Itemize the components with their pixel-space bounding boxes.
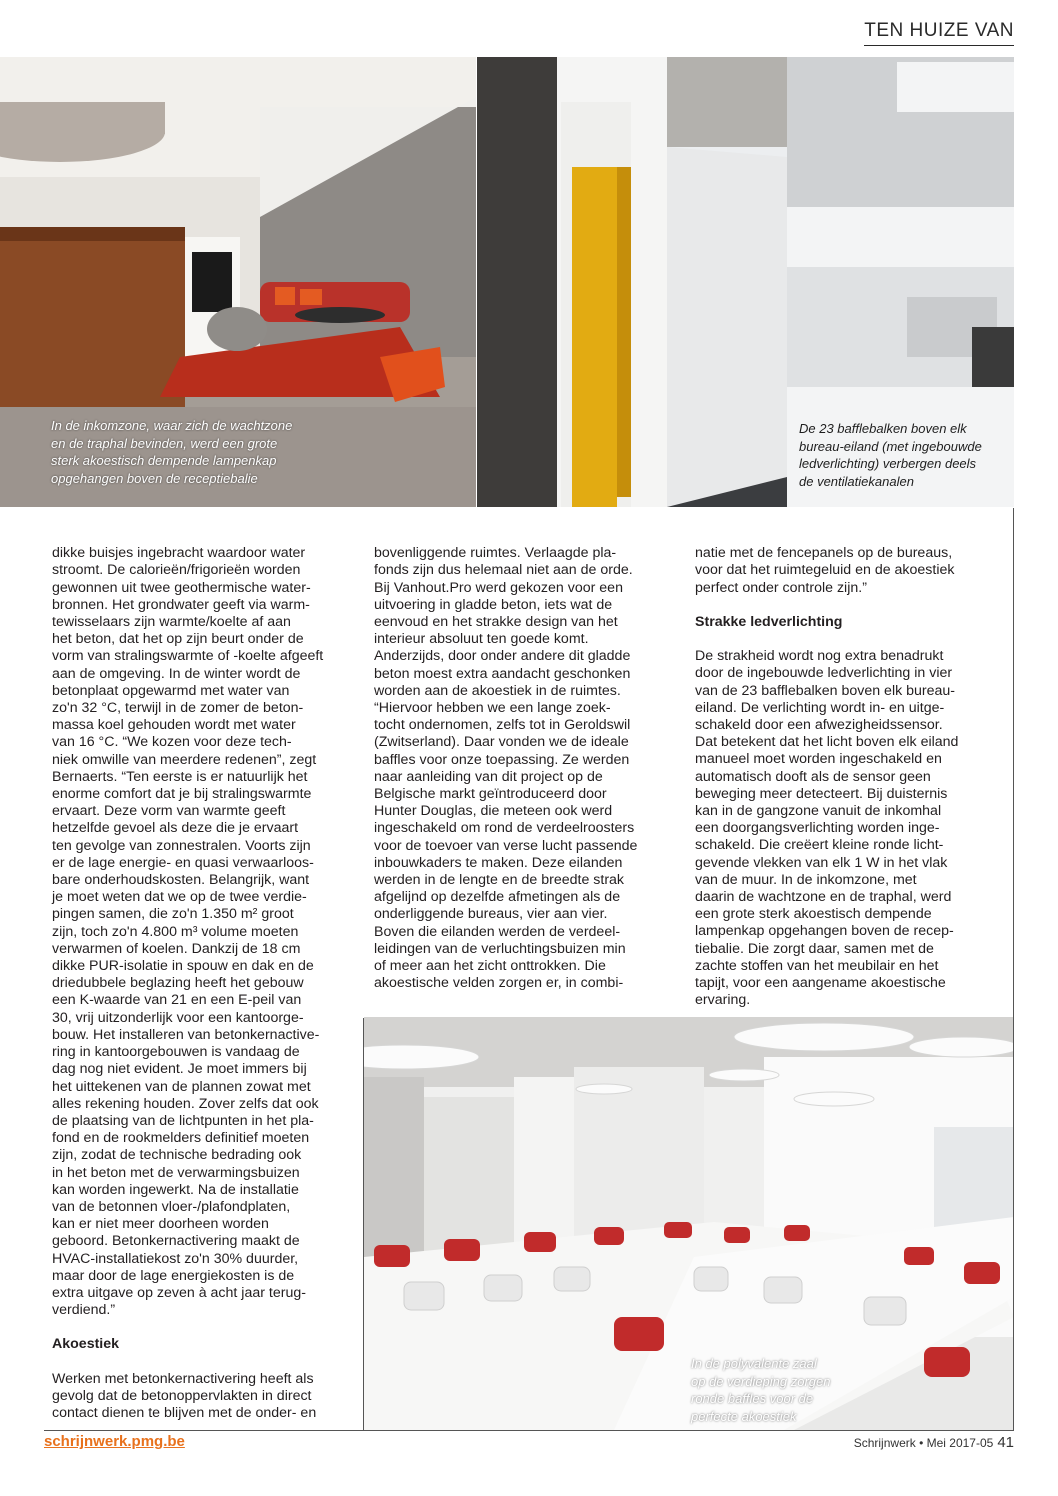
column-3-body-continued: De strakheid wordt nog extra benadrukt door de ingebouwde ledverlichting in vier van de 23 bafflebalken boven elk bureau- eiland. De verlichting wordt in- en uitge- schakeld door een afwezigheidssensor. Dat betekent dat het licht boven elk eiland manueel moet worden ingeschakeld en automatisch dooft als de sensor geen beweging meer detecteert. Bij duisternis kan in de gangzone vanuit de inkomhal een doorgangsverlichting worden inge- schakeld. Die creëert kleine ronde licht- gevende vlekken van elk 1 W in het vlak van de muur. In de inkomzone, met daarin de wachtzone en de traphal, werd een grote sterk akoestisch dempende lampenkap opgehangen boven de recep- tiebalie. Die zorgt daar, samen met de zachte stoffen van het meubilair en het tapijt, voor een aangename akoestische ervaring. (695, 648, 959, 1009)
footer-rule (44, 1430, 1014, 1431)
page-number: 41 (997, 1434, 1014, 1451)
column-3-body: natie met de fencepanels op de bureaus, voor dat het ruimtegeluid en de akoestiek perfect onder controle zijn.” (695, 545, 955, 596)
text-column-2 (374, 528, 674, 992)
footer-website-link[interactable]: schrijnwerk.pmg.be (44, 1433, 185, 1450)
lobby-photo-caption: In de inkomzone, waar zich de wachtzone en de traphal bevinden, werd een grote sterk akoestisch dempende lampenkap opgehangen boven de receptiebalie (51, 418, 293, 486)
column-1-body: dikke buisjes ingebracht waardoor water stroomt. De calorieën/frigorieën worden gewonnen uit twee geothermische water- bronnen. Het grondwater geeft via warm- tewisselaars zijn warmte/koelte af aan het beton, dat het op zijn beurt onder de vorm van stralingswarmte of -koelte afgeeft aan de omgeving. In de winter wordt de betonplaat opgewarmd met water van zo'n 32 °C, terwijl in de zomer de beton- massa koel gehouden wordt met water van 16 °C. “We kozen voor deze tech- niek omwille van meerdere redenen”, zegt Bernaerts. “Ten eerste is er natuurlijk het enorme comfort dat je bij stralingswarmte ervaart. Deze vorm van warmte geeft hetzelfde gevoel als deze die je ervaart ten gevolge van zonnestralen. Voorts zijn er de lage energie- en quasi verwaarloos- bare onderhoudskosten. Belangrijk, want je moet weten dat we op de twee verdie- pingen samen, die zo'n 1.350 m² groot zijn, toch zo'n 4.800 m³ volume moeten verwarmen of koelen. Dankzij de 18 cm dikke PUR-isolatie in spouw en dak en de driedubbele beglazing heeft het gebouw een K-waarde van 21 en een E-peil van 30, vrij uitzonderlijk voor een kantoorge- bouw. Het installeren van betonkernactive- ring in kantoorgebouwen is vandaag de dag nog niet evident. Je moet immers bij het uittekenen van de plannen zowat met alles rekening houden. Zover zelfs dat ook de plaatsing van de lichtpunten in het pla- fond en de rookmelders definitief moeten zijn, zodat de technische bedrading ook in het beton met de verwarmingsbuizen kan worden ingewerkt. Na de installatie van de betonnen vloer-/plafondplaten, kan er niet meer doorheen worden geboord. Betonkernactivering maakt de HVAC-installatiekost zo'n 30% duurder, maar door de lage energiekosten is de extra uitgave op zeven à acht jaar terug- verdiend.” (52, 545, 324, 1319)
column-2-body: bovenliggende ruimtes. Verlaagde pla- fonds zijn dus helemaal niet aan de orde. Bij Vanhout.Pro werd gekozen voor een uitvoering in gladde beton, iets wat de eenvoud en het strakke design van het interieur absoluut ten goede komt. Anderzijds, door onder andere dit gladde beton moest extra aandacht geschonken worden aan de akoestiek in de ruimtes. “Hiervoor hebben we een lange zoek- tocht ondernomen, zelfs tot in Geroldswil (Zwitserland). Daar vonden we de ideale baffles voor onze toepassing. Ze werden naar aanleiding van dit project op de Belgische markt geïntroduceerd door Hunter Douglas, die meteen ook werd ingeschakeld om rond de verdeelroosters voor de toevoer van verse lucht passende inbouwkaders te maken. Deze eilanden werden in de lengte en de breedte strak afgelijnd op dezelfde afmetingen als de onderliggende bureaus, vier aan vier. Boven die eilanden werden de verdeel- leidingen van de verluchtingsbuizen min of meer aan het zicht onttrokken. Die akoestische velden zorgen er, in combi- (374, 545, 638, 992)
text-column-1 (52, 528, 352, 1422)
column-rule (363, 1018, 364, 1430)
hall-photo (364, 1017, 1014, 1430)
column-1-body-continued: Werken met betonkernactivering heeft als gevolg dat de betonoppervlakten in direct contact dienen te blijven met de onder- en (52, 1370, 317, 1422)
footer-issue-info (854, 1434, 1014, 1451)
office-photo-caption: De 23 bafflebalken boven elk bureau-eiland (met ingebouwde ledverlichting) verbergen deels de ventilatiekanalen (799, 421, 982, 489)
footer-issue: Schrijnwerk • Mei 2017-05 (853, 1436, 994, 1450)
heading-strakke-ledverlichting: Strakke ledverlichting (695, 613, 843, 630)
column-rule (1013, 508, 1014, 1430)
heading-akoestiek: Akoestiek (52, 1336, 120, 1353)
hall-photo-caption: In de polyvalente zaal op de verdieping zorgen ronde baffles voor de perfecte akoestiek (691, 1356, 831, 1424)
section-header: TEN HUIZE VAN (864, 20, 1014, 46)
text-column-3 (695, 528, 1000, 1009)
